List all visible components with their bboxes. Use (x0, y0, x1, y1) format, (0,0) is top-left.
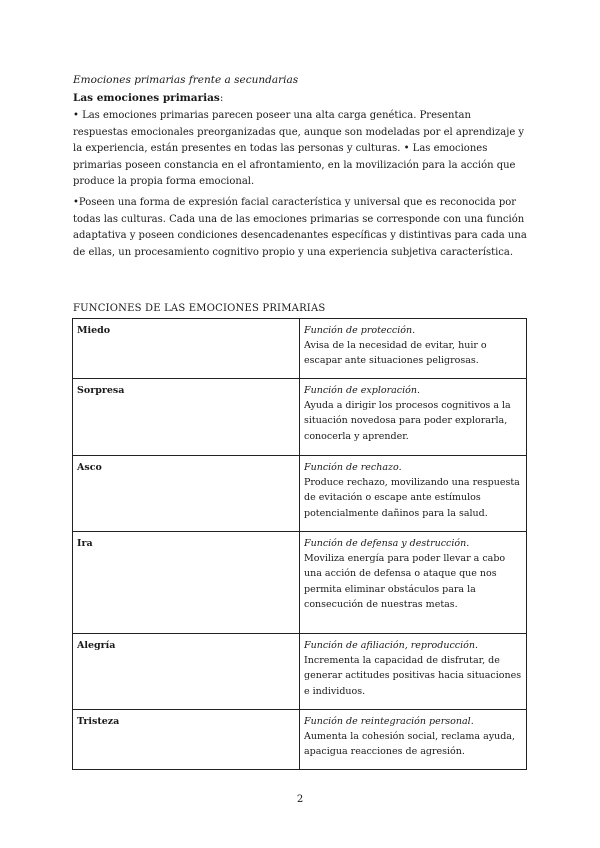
function-cell (300, 634, 527, 710)
function-description: Moviliza energía para poder llevar a cabo una acción de defensa o ataque que nos permita eliminar obstáculos para la consecución de nuestras metas. (304, 553, 506, 610)
function-cell (300, 532, 527, 634)
page-number: 2 (296, 794, 304, 805)
function-title: Función de exploración. (304, 385, 421, 396)
function-cell (300, 379, 527, 456)
function-title: Función de reintegración personal. (304, 716, 474, 727)
heading-colon: : (219, 92, 224, 104)
heading-bold-text: Las emociones primarias (73, 92, 220, 104)
section-heading (73, 91, 223, 105)
function-title: Función de protección. (304, 325, 416, 336)
function-description: Aumenta la cohesión social, reclama ayuda, apacigua reacciones de agresión. (304, 731, 515, 758)
section-subtitle: Emociones primarias frente a secundarias (73, 74, 299, 86)
table-row (73, 532, 527, 634)
function-cell (300, 710, 527, 770)
function-title: Función de afiliación, reproducción. (304, 640, 478, 651)
function-title: Función de defensa y destrucción. (304, 538, 470, 549)
table-row (73, 379, 527, 456)
function-description: Avisa de la necesidad de evitar, huir o escapar ante situaciones peligrosas. (304, 340, 487, 367)
function-title: Función de rechazo. (304, 462, 402, 473)
function-cell (300, 456, 527, 532)
emotions-functions-table (72, 318, 527, 770)
function-cell (300, 319, 527, 379)
function-description: Ayuda a dirigir los procesos cognitivos a la situación novedosa para poder explorarla, conocerla y aprender. (304, 400, 511, 442)
table-row (73, 456, 527, 532)
paragraph-2: •Poseen una forma de expresión facial característica y universal que es reconocida por todas las culturas. Cada una de las emociones primarias se corresponde con una función adaptativa y poseen condiciones desencadenantes específicas y distintivas para cada una de ellas, un procesamiento cognitivo propio y una experiencia subjetiva característica. (73, 197, 527, 258)
emotion-cell: Sorpresa (73, 379, 300, 456)
emotion-cell: Tristeza (73, 710, 300, 770)
table-row (73, 710, 527, 770)
emotion-cell: Ira (73, 532, 300, 634)
function-description: Produce rechazo, movilizando una respuesta de evitación o escape ante estímulos potencialmente dañinos para la salud. (304, 477, 520, 519)
emotion-cell: Asco (73, 456, 300, 532)
table-row (73, 634, 527, 710)
function-description: Incrementa la capacidad de disfrutar, de generar actitudes positivas hacia situaciones e individuos. (304, 655, 522, 697)
table-title: FUNCIONES DE LAS EMOCIONES PRIMARIAS (73, 303, 326, 314)
emotion-cell: Alegría (73, 634, 300, 710)
table-row (73, 319, 527, 379)
emotion-cell: Miedo (73, 319, 300, 379)
paragraph-1: • Las emociones primarias parecen poseer una alta carga genética. Presentan respuestas emocionales preorganizadas que, aunque son modeladas por el aprendizaje y la experiencia, están presentes en todas las personas y culturas. • Las emociones primarias poseen constancia en el afrontamiento, en la movilización para la acción que produce la propia forma emocional. (73, 110, 525, 187)
